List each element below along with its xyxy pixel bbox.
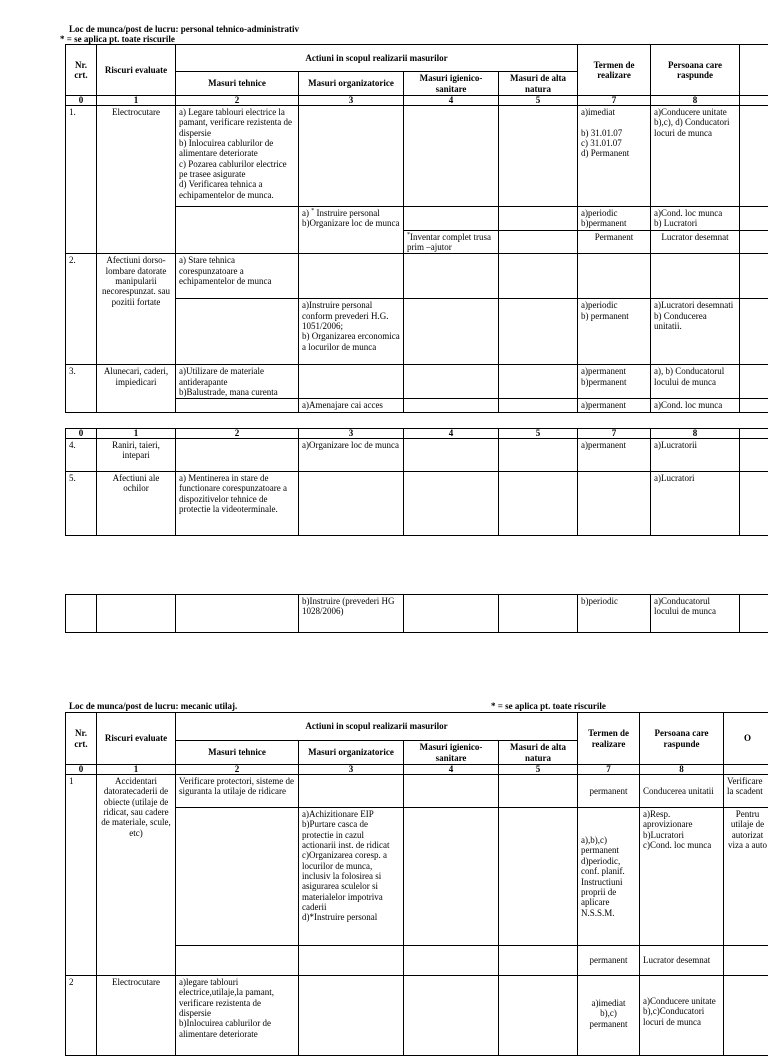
index-cell: 4 [404, 96, 499, 106]
index-cell [740, 429, 768, 439]
cell-risc: Electrocutare [97, 106, 176, 254]
cell-persoana: a)Lucratori [651, 472, 740, 536]
cell-risc: Afectiuni dorso-lombare datorate manipularii necorespunzat. sau pozitii fortate [97, 254, 176, 365]
table-row [66, 595, 768, 633]
index-cell: 7 [578, 429, 651, 439]
cell-persoana: a)Resp. aprovizionare b)Lucratori c)Cond. loc munca [640, 808, 724, 946]
col-header-termen: Termen de realizare [578, 713, 640, 765]
index-cell: 0 [66, 96, 97, 106]
index-cell [740, 96, 768, 106]
cell-persoana: a)Lucratori desemnati b) Conducerea unitatii. [651, 299, 740, 365]
cell-persoana: a)Cond. loc munca b) Lucratori [651, 207, 740, 231]
cell-tehnice: Verificare protectori, sisteme de siguranta la utilaje de ridicare [176, 775, 299, 808]
cell-persoana: a)Cond. loc munca [651, 399, 740, 412]
index-cell: 1 [97, 765, 176, 775]
col-header-alta: Masuri de alta natura [499, 72, 578, 96]
col-header-nr: Nr. crt. [66, 713, 97, 765]
index-cell: 2 [176, 765, 299, 775]
col-header-alta: Masuri de alta natura [499, 741, 578, 765]
cell-persoana: Lucrator desemnat [651, 230, 740, 254]
index-cell: 3 [299, 429, 404, 439]
cell-organizatorice: b)Instruire (prevederi HG 1028/2006) [299, 595, 404, 633]
cell-organizatorice: a)Achizitionare EIP b)Purtare casca de protectie in cazul actionarii inst. de ridicat c)Organizarea coresp. a locurilor de munca, inclusiv la folosirea si asigurarea sculelor si materialelor impotriva caderii d)*Instruire personal [299, 808, 404, 946]
cell-nr: 2. [66, 254, 97, 365]
index-cell: 1 [97, 429, 176, 439]
index-cell: 5 [499, 429, 578, 439]
cell-risc: Afectiuni ale ochilor [97, 472, 176, 536]
cell-tehnice: a) Stare tehnica corespunzatoare a echipamentelor de munca [176, 254, 299, 299]
cell-nr: 4. [66, 439, 97, 472]
index-cell: 2 [176, 96, 299, 106]
index-cell: 4 [404, 429, 499, 439]
col-header-actiuni: Actiuni in scopul realizarii masurilor [176, 45, 578, 72]
cell-termen: a),b),c) permanent d)periodic, conf. planif. Instructiuni proprii de aplicare N.S.S.M. [578, 808, 640, 946]
col-header-igienico: Masuri igienico-sanitare [404, 72, 499, 96]
cell-risc: Electrocutare [97, 976, 176, 1056]
index-cell: 3 [299, 96, 404, 106]
cell-nr: 1. [66, 106, 97, 254]
col-header-organizatorice: Masuri organizatorice [299, 72, 404, 96]
cell-obs: Pentru utilaje de autorizat viza a auto [724, 808, 768, 946]
cell-persoana: Conducerea unitatii [640, 775, 724, 808]
table-row [66, 439, 768, 472]
cell-persoana: a)Conducatorul locului de munca [651, 595, 740, 633]
col-header-igienico: Masuri igienico-sanitare [404, 741, 499, 765]
cell-persoana: a)Conducere unitate b),c), d) Conducatori locuri de munca [651, 106, 740, 207]
section1-title: Loc de munca/post de lucru: personal tehnico-administrativ [69, 24, 299, 34]
col-header-riscuri: Riscuri evaluate [97, 45, 176, 96]
table-row [66, 106, 768, 207]
cell-nr: 5. [66, 472, 97, 536]
col-header-tehnice: Masuri tehnice [176, 72, 299, 96]
risk-table-3 [65, 594, 768, 633]
index-cell: 4 [404, 765, 499, 775]
index-row [66, 429, 768, 439]
col-header-persoana: Persoana care raspunde [651, 45, 740, 96]
index-cell: 2 [176, 429, 299, 439]
index-cell: 5 [499, 765, 578, 775]
risk-table-1 [65, 44, 768, 413]
index-cell: 0 [66, 765, 97, 775]
cell-termen: a)permanent [578, 399, 651, 412]
col-header-organizatorice: Masuri organizatorice [299, 741, 404, 765]
cell-tehnice: a) Mentinerea in stare de functionare corespunzatoare a dispozitivelor tehnice de protectie la videoterminale. [176, 472, 299, 536]
table-row [66, 254, 768, 299]
cell-organizatorice: a) * Instruire personal b)Organizare loc de munca [299, 207, 404, 254]
index-cell: 8 [640, 765, 724, 775]
cell-termen: a)permanent [578, 439, 651, 472]
table-row [66, 472, 768, 536]
cell-risc: Alunecari, caderi, impiedicari [97, 365, 176, 412]
risk-table-2 [65, 428, 768, 536]
cell-organizatorice: a)Organizare loc de munca [299, 439, 404, 472]
cell-termen: a)periodic b) permanent [578, 299, 651, 365]
cell-organizatorice: a)Instruire personal conform prevederi H.G. 1051/2006; b) Organizarea erconomica a locurilor de munca [299, 299, 404, 365]
cell-termen: permanent [578, 946, 640, 976]
cell-termen: permanent [578, 775, 640, 808]
col-header-persoana: Persoana care raspunde [640, 713, 724, 765]
cell-persoana: a)Lucratorii [651, 439, 740, 472]
cell-termen: a)imediat b),c) permanent [578, 976, 640, 1056]
col-header-obs: O [724, 713, 768, 765]
index-row [66, 765, 768, 775]
cell-persoana: a), b) Conducatorul locului de munca [651, 365, 740, 399]
risk-table-4 [65, 712, 768, 1056]
index-cell: 0 [66, 429, 97, 439]
index-cell: 3 [299, 765, 404, 775]
cell-termen: a)periodic b)permanent [578, 207, 651, 231]
cell-tehnice: a) Legare tablouri electrice la pamant, verificare rezistenta de dispersie b) Inlocuirea cablurilor de alimentare deteriorate c) Pozarea cablurilor electrice pe trasee asigurate d) Verificarea tehnica a echipamentelor de munca. [176, 106, 299, 207]
section2-note: * = se aplica pt. toate riscurile [491, 701, 606, 711]
cell-nr: 1 [66, 775, 97, 976]
cell-igienico: *Inventar complet trusa prim –ajutor [404, 230, 499, 254]
cell-persoana: Lucrator desemnat [640, 946, 724, 976]
cell-termen: Permanent [578, 230, 651, 254]
section1-note: * = se aplica pt. toate riscurile [60, 34, 175, 44]
col-header-termen: Termen de realizare [578, 45, 651, 96]
col-header-tehnice: Masuri tehnice [176, 741, 299, 765]
cell-nr: 3. [66, 365, 97, 412]
cell-risc: Accidentari datoratecaderii de obiecte (utilaje de ridicat, sau cadere de materiale, scule, etc) [97, 775, 176, 976]
cell-tehnice: a)Utilizare de materiale antiderapante b)Balustrade, mana curenta [176, 365, 299, 399]
index-cell: 7 [578, 96, 651, 106]
index-cell [724, 765, 768, 775]
col-header-obs [740, 45, 768, 96]
index-cell: 5 [499, 96, 578, 106]
cell-termen: a)imediat b) 31.01.07 c) 31.01.07 d) Permanent [578, 106, 651, 207]
cell-persoana: a)Conducere unitate b),c)Conducatori locuri de munca [640, 976, 724, 1056]
col-header-nr: Nr. crt. [66, 45, 97, 96]
section2-title: Loc de munca/post de lucru: mecanic utilaj. [69, 701, 237, 711]
cell-termen: a)permanent b)permanent [578, 365, 651, 399]
cell-tehnice: a)legare tablouri electrice,utilaje,la pamant, verificare rezistenta de dispersie b)Inlocuirea cablurilor de alimentare deteriorate [176, 976, 299, 1056]
table-row [66, 365, 768, 399]
col-header-riscuri: Riscuri evaluate [97, 713, 176, 765]
cell-termen: b)periodic [578, 595, 651, 633]
index-cell: 8 [651, 96, 740, 106]
cell-obs: Verificare la scadent [724, 775, 768, 808]
index-cell: 8 [651, 429, 740, 439]
col-header-actiuni: Actiuni in scopul realizarii masurilor [176, 713, 578, 741]
index-cell: 1 [97, 96, 176, 106]
index-cell: 7 [578, 765, 640, 775]
cell-nr: 2 [66, 976, 97, 1056]
cell-risc: Raniri, taieri, intepari [97, 439, 176, 472]
index-row [66, 96, 768, 106]
table-row [66, 976, 768, 1056]
cell-organizatorice: a)Amenajare cai acces [299, 399, 404, 412]
table-row [66, 775, 768, 808]
